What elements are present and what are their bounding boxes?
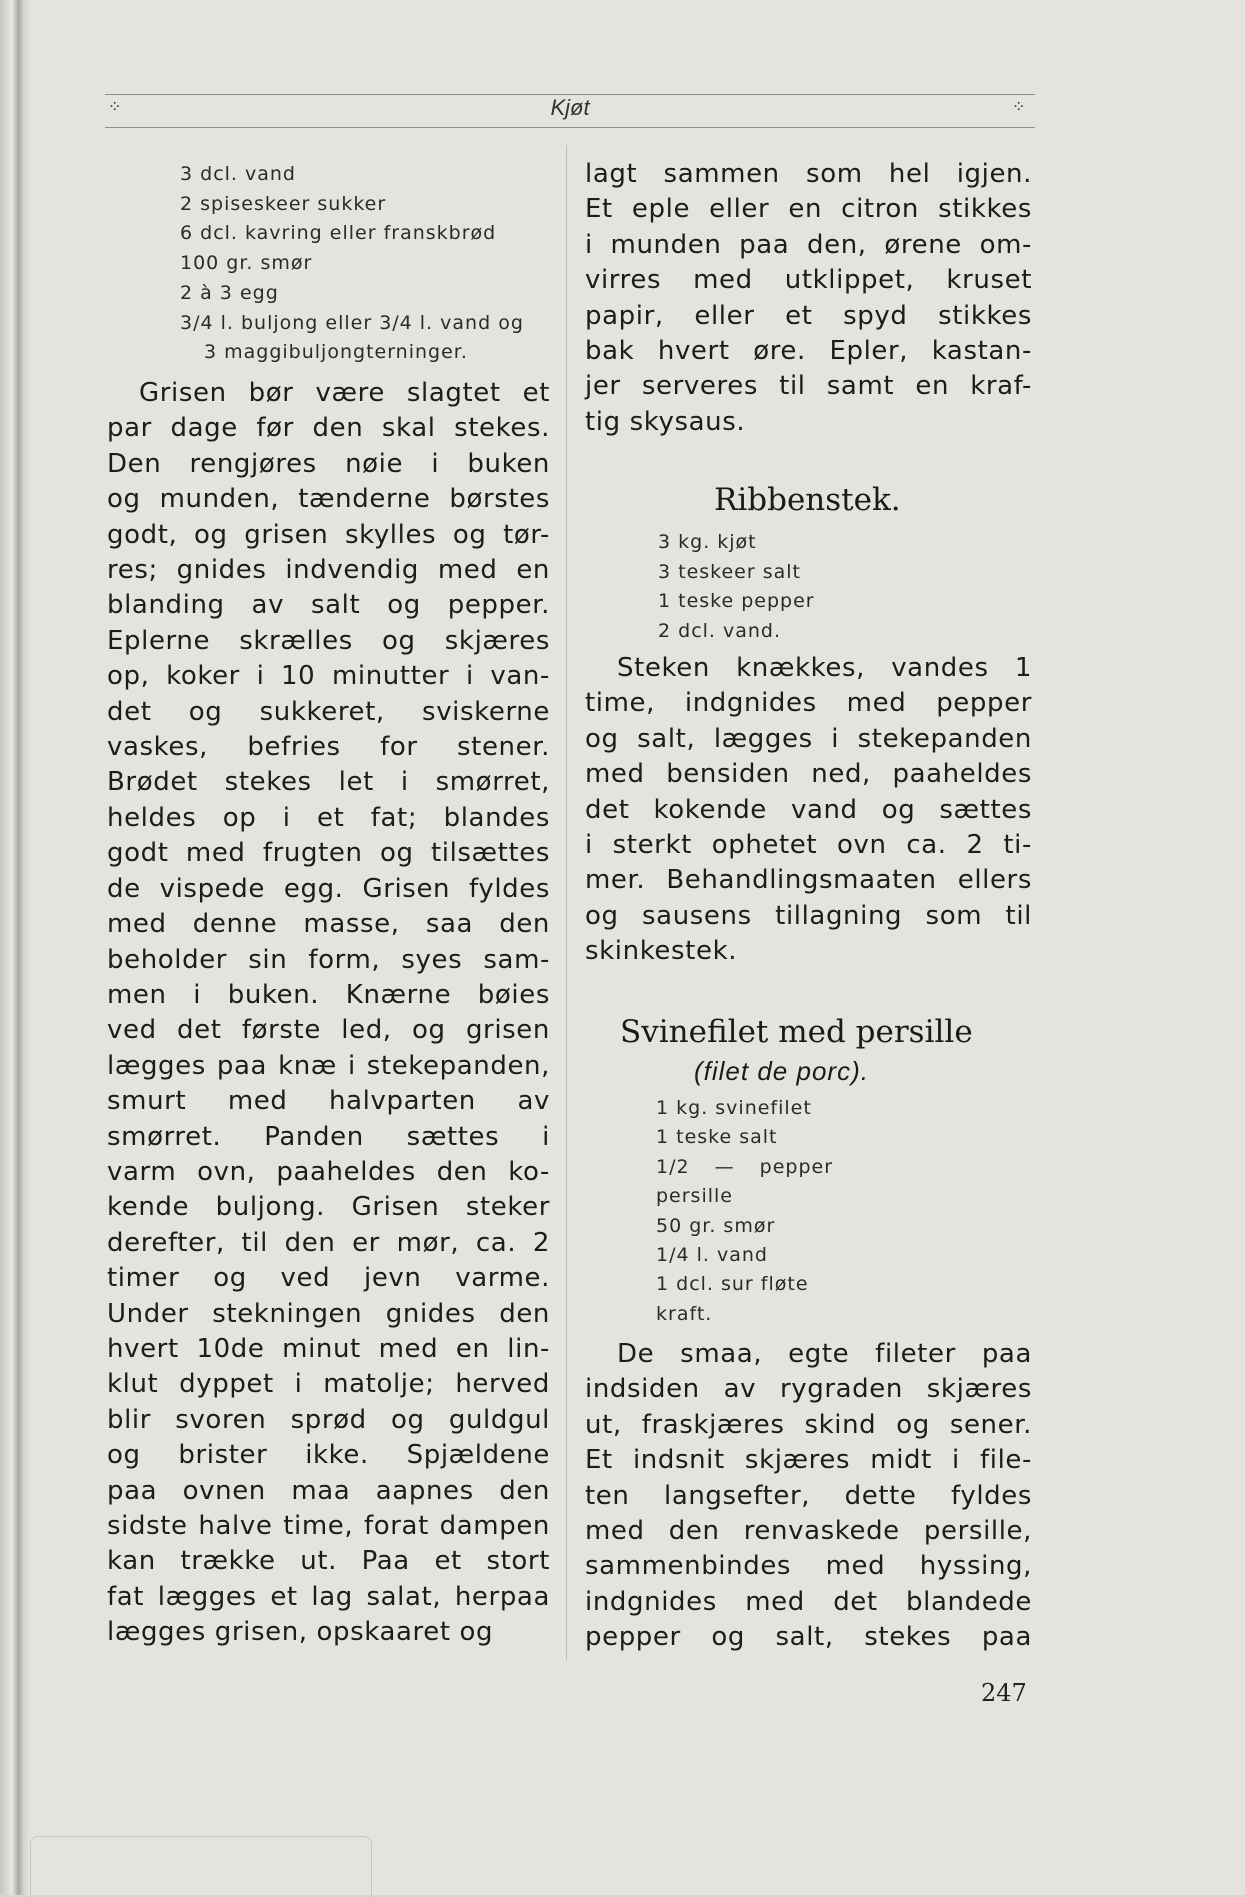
text-line: smurt med halvparten av: [107, 1086, 550, 1117]
text-line: mer. Behandlingsmaaten ellers: [585, 865, 1032, 896]
ingredient-line: persille: [656, 1185, 733, 1208]
text-line: med bensiden ned, paaheldes: [585, 759, 1032, 790]
recipe-title-ribbenstek: Ribbenstek.: [714, 482, 901, 518]
text-line: og brister ikke. Spjældene: [107, 1440, 550, 1471]
ingredient-line: 3 kg. kjøt: [658, 531, 757, 553]
bottom-tab-mark: [30, 1836, 372, 1897]
ingredient-line: 2 spiseskeer sukker: [180, 192, 387, 215]
ingredient-line: 1 teske salt: [656, 1126, 778, 1149]
ingredient-line: 50 gr. smør: [656, 1214, 776, 1237]
text-line: par dage før den skal stekes.: [107, 413, 550, 444]
text-line: kende buljong. Grisen steker: [107, 1192, 550, 1223]
text-line: sidste halve time, forat dampen: [107, 1511, 550, 1541]
ornament-left-icon: ⁘: [108, 97, 122, 116]
text-line: blir svoren sprød og guldgul: [107, 1404, 550, 1435]
ingredient-line: 100 gr. smør: [180, 252, 313, 275]
ingredient-line: 2 à 3 egg: [180, 281, 279, 304]
text-line: pepper og salt, stekes paa: [585, 1622, 1032, 1653]
text-line: lagt sammen som hel igjen.: [585, 159, 1032, 189]
ingredient-line: 1/2 — pepper: [656, 1155, 834, 1178]
ingredient-line: 1 teske pepper: [658, 590, 815, 613]
text-line: Brødet stekes let i smørret,: [107, 767, 550, 798]
text-line: lægges grisen, opskaaret og: [107, 1617, 494, 1648]
ingredient-line: 3/4 l. buljong eller 3/4 l. vand og: [180, 311, 524, 334]
text-line: res; gnides indvendig med en: [107, 555, 550, 586]
left-body-text: [107, 376, 550, 1651]
text-line: smørret. Panden sættes i: [107, 1121, 550, 1152]
text-line: det kokende vand og sættes: [585, 794, 1032, 825]
text-line: Steken knækkes, vandes 1: [617, 653, 1032, 683]
text-line: godt med frugten og tilsættes: [107, 838, 550, 869]
text-line: men i buken. Knærne bøies: [107, 979, 550, 1010]
text-line: sammenbindes med hyssing,: [585, 1551, 1032, 1582]
ingredient-list-ribbenstek: [658, 528, 1028, 647]
text-line: kan trække ut. Paa et stort: [107, 1546, 550, 1577]
ingredient-list-left: [180, 160, 560, 368]
text-line: De smaa, egte fileter paa: [617, 1339, 1032, 1369]
text-line: i munden paa den, ørene om-: [585, 229, 1032, 260]
text-line: timer og ved jevn varme.: [107, 1263, 550, 1294]
text-line: ved det første led, og grisen: [107, 1015, 550, 1046]
text-line: lægges paa knæ i stekepanden,: [107, 1050, 550, 1081]
text-line: vaskes, befries for stener.: [107, 732, 550, 763]
text-line: det og sukkeret, sviskerne: [107, 696, 550, 727]
ingredient-line: 2 dcl. vand.: [658, 620, 782, 643]
text-line: Et indsnit skjæres midt i file-: [585, 1445, 1032, 1476]
text-line: op, koker i 10 minutter i van-: [107, 661, 550, 692]
text-line: skinkestek.: [585, 936, 738, 967]
text-line: med den renvaskede persille,: [585, 1516, 1032, 1547]
text-line: fat lægges et lag salat, herpaa: [107, 1581, 550, 1612]
text-line: jer serveres til samt en kraf-: [585, 371, 1032, 402]
text-line: med denne masse, saa den: [107, 909, 550, 940]
text-line: Et eple eller en citron stikkes: [585, 194, 1032, 225]
text-line: time, indgnides med pepper: [585, 688, 1032, 719]
svinefilet-body-text: [585, 1337, 1032, 1656]
text-line: de vispede egg. Grisen fyldes: [107, 873, 550, 904]
ingredient-list-svinefilet: [656, 1094, 1026, 1329]
text-line: indgnides med det blandede: [585, 1586, 1032, 1617]
text-line: klut dyppet i matolje; herved: [107, 1369, 550, 1400]
ingredient-line: 1/4 l. vand: [656, 1244, 768, 1267]
text-line: ut, fraskjæres skind og sener.: [585, 1409, 1032, 1440]
text-line: i sterkt ophetet ovn ca. 2 ti-: [585, 830, 1032, 861]
text-line: Grisen bør være slagtet et: [139, 378, 550, 408]
text-line: heldes op i et fat; blandes: [107, 802, 550, 833]
ingredient-line: 3 maggibuljongterninger.: [204, 341, 468, 364]
text-line: tig skysaus.: [585, 406, 746, 437]
text-line: indsiden av rygraden skjæres: [585, 1374, 1032, 1405]
text-line: papir, eller et spyd stikkes: [585, 300, 1032, 331]
right-continuation-text: [585, 157, 1032, 440]
text-line: godt, og grisen skylles og tør-: [107, 519, 550, 550]
ingredient-line: 1 kg. svinefilet: [656, 1097, 812, 1119]
text-line: og sausens tillagning som til: [585, 900, 1032, 931]
text-line: og munden, tænderne børstes: [107, 484, 550, 515]
text-line: Den rengjøres nøie i buken: [107, 448, 550, 479]
running-header-title: Kjøt: [550, 95, 590, 120]
text-line: paa ovnen maa aapnes den: [107, 1475, 550, 1506]
ingredient-line: 3 teskeer salt: [658, 560, 801, 583]
recipe-subtitle-svinefilet: (filet de porc).: [694, 1056, 869, 1086]
ingredient-line: 6 dcl. kavring eller franskbrød: [180, 222, 497, 245]
ingredient-line: 1 dcl. sur fløte: [656, 1273, 809, 1296]
text-line: og salt, lægges i stekepanden: [585, 723, 1032, 754]
column-divider: [566, 145, 567, 1660]
header-bottom-rule: [105, 127, 1035, 128]
text-line: hvert 10de minut med en lin-: [107, 1333, 550, 1364]
text-line: ten langsefter, dette fyldes: [585, 1480, 1032, 1511]
book-spine-shadow: [0, 0, 30, 1895]
text-line: virres med utklippet, kruset: [585, 265, 1032, 296]
text-line: beholder sin form, syes sam-: [107, 944, 550, 975]
text-line: varm ovn, paaheldes den ko-: [107, 1156, 550, 1187]
ingredient-line: 3 dcl. vand: [180, 163, 296, 185]
text-line: Under stekningen gnides den: [107, 1298, 550, 1329]
text-line: derefter, til den er mør, ca. 2: [107, 1227, 550, 1258]
text-line: bak hvert øre. Epler, kastan-: [585, 336, 1032, 367]
recipe-title-svinefilet: Svinefilet med persille: [620, 1014, 973, 1050]
page-number: 247: [981, 1679, 1027, 1707]
text-line: blanding av salt og pepper.: [107, 590, 550, 621]
ingredient-line: kraft.: [656, 1302, 713, 1325]
ornament-right-icon: ⁘: [1012, 97, 1026, 116]
ribbenstek-body-text: [585, 651, 1032, 970]
text-line: Eplerne skrælles og skjæres: [107, 625, 550, 656]
